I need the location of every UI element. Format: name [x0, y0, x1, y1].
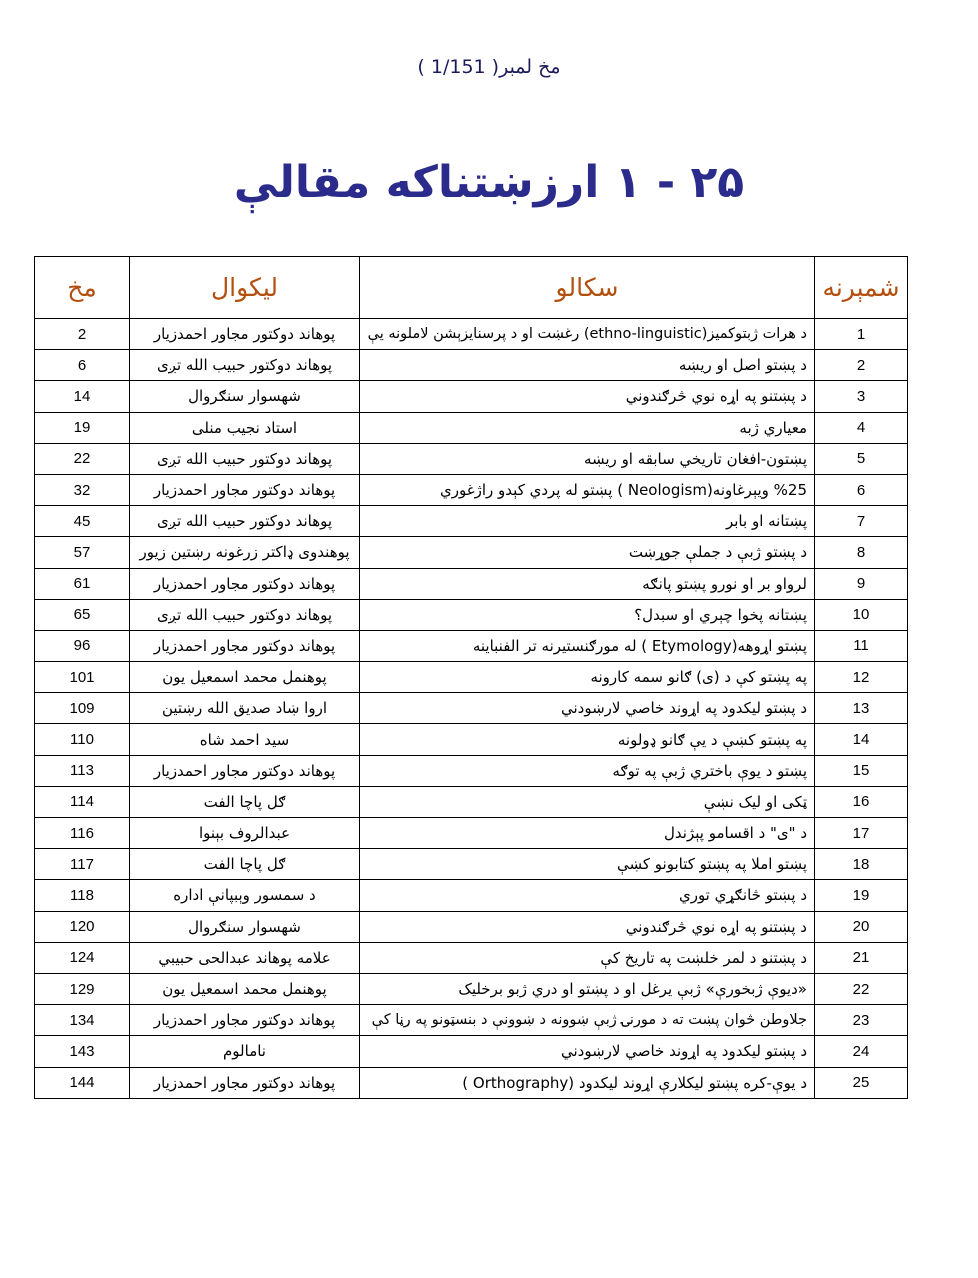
cell-author: پوهاند دوکتور حبیب الله تږی — [130, 443, 360, 474]
cell-page: 6 — [35, 350, 130, 381]
cell-author: پوهاند دوکتور مجاور احمدزیار — [130, 1067, 360, 1098]
cell-page: 22 — [35, 443, 130, 474]
table-row — [35, 849, 908, 880]
cell-page: 2 — [35, 319, 130, 350]
table-row — [35, 693, 908, 724]
cell-subject: د پښتو څانګړي توري — [360, 880, 815, 911]
table-row — [35, 818, 908, 849]
cell-subject: پښتو د یوې باختري ژبې په توګه — [360, 755, 815, 786]
table-row — [35, 599, 908, 630]
cell-number: 15 — [815, 755, 908, 786]
cell-subject: د پښتنو د لمر خلښت په تاریخ کې — [360, 942, 815, 973]
cell-author: علامه پوهاند عبدالحی حبیبي — [130, 942, 360, 973]
cell-page: 118 — [35, 880, 130, 911]
cell-author: ګل پاچا الفت — [130, 786, 360, 817]
cell-number: 12 — [815, 662, 908, 693]
cell-author: شهسوار سنګروال — [130, 381, 360, 412]
cell-number: 6 — [815, 474, 908, 505]
cell-author: پوهاند دوکتور مجاور احمدزیار — [130, 1005, 360, 1036]
cell-author: عبدالروف بېنوا — [130, 818, 360, 849]
cell-page: 144 — [35, 1067, 130, 1098]
cell-subject: د پښتو ژبې د جملې جوړښت — [360, 537, 815, 568]
table-row — [35, 786, 908, 817]
table-header-row — [35, 257, 908, 319]
cell-page: 134 — [35, 1005, 130, 1036]
cell-number: 19 — [815, 880, 908, 911]
cell-number: 11 — [815, 630, 908, 661]
cell-number: 20 — [815, 911, 908, 942]
table-row — [35, 474, 908, 505]
cell-number: 1 — [815, 319, 908, 350]
table-row — [35, 630, 908, 661]
cell-subject: «دیوې ژبخورې» ژبې یرغل او د پښتو او دري ژبو برخلیک — [360, 973, 815, 1004]
table-row — [35, 724, 908, 755]
table-row — [35, 506, 908, 537]
cell-number: 10 — [815, 599, 908, 630]
table-row — [35, 1036, 908, 1067]
articles-index-table — [34, 256, 908, 1099]
cell-subject: د پښتنو په اړه نوي څرګندوني — [360, 911, 815, 942]
column-header-page: مخ — [35, 257, 130, 319]
cell-page: 129 — [35, 973, 130, 1004]
cell-subject: معياري ژبه — [360, 412, 815, 443]
cell-subject: د "ی" د اقسامو پېژندل — [360, 818, 815, 849]
cell-author: پوهاند دوکتور حبیب الله تږی — [130, 599, 360, 630]
cell-author: پوهنمل محمد اسمعیل یون — [130, 662, 360, 693]
cell-page: 14 — [35, 381, 130, 412]
table-row — [35, 880, 908, 911]
cell-number: 22 — [815, 973, 908, 1004]
cell-subject: پښتانه پخوا چېري او سبدل؟ — [360, 599, 815, 630]
table-row — [35, 319, 908, 350]
cell-author: پوهاند دوکتور حبیب الله تږی — [130, 506, 360, 537]
cell-page: 120 — [35, 911, 130, 942]
cell-subject: لرواو بر او نورو پښتو پانګه — [360, 568, 815, 599]
cell-author: پوهاند دوکتور مجاور احمدزیار — [130, 474, 360, 505]
cell-page: 19 — [35, 412, 130, 443]
cell-author: پوهاند دوکتور مجاور احمدزیار — [130, 755, 360, 786]
cell-number: 16 — [815, 786, 908, 817]
cell-page: 61 — [35, 568, 130, 599]
cell-page: 109 — [35, 693, 130, 724]
cell-subject: د پښتو لیکدود په اړوند خاصي لارښودني — [360, 1036, 815, 1067]
cell-number: 3 — [815, 381, 908, 412]
cell-author: پوهاند دوکتور مجاور احمدزیار — [130, 568, 360, 599]
table-row — [35, 568, 908, 599]
table-row — [35, 412, 908, 443]
cell-subject: %25 ویېرغاونه(Neologism ) پښتو له پردي کېدو راژغوري — [360, 474, 815, 505]
cell-author: اروا ښاد صدیق الله رښتین — [130, 693, 360, 724]
cell-number: 24 — [815, 1036, 908, 1067]
cell-subject: پښتانه او بابر — [360, 506, 815, 537]
cell-author: استاد نجیب منلی — [130, 412, 360, 443]
cell-number: 18 — [815, 849, 908, 880]
cell-author: پوهنمل محمد اسمعیل یون — [130, 973, 360, 1004]
table-header — [35, 257, 908, 319]
cell-number: 8 — [815, 537, 908, 568]
table-row — [35, 973, 908, 1004]
cell-author: پوهندوی ډاکتر زرغونه رښتین زیور — [130, 537, 360, 568]
cell-subject: پښتون-افغان تاریخي سابقه او ریښه — [360, 443, 815, 474]
cell-page: 113 — [35, 755, 130, 786]
cell-page: 101 — [35, 662, 130, 693]
cell-page: 124 — [35, 942, 130, 973]
table-body — [35, 319, 908, 1099]
cell-number: 17 — [815, 818, 908, 849]
cell-number: 2 — [815, 350, 908, 381]
table-row — [35, 942, 908, 973]
column-header-subject: سکالو — [360, 257, 815, 319]
cell-page: 143 — [35, 1036, 130, 1067]
cell-subject: د پښتو اصل او ریښه — [360, 350, 815, 381]
table-row — [35, 911, 908, 942]
cell-subject: په پښتو کښې د یې ګانو ډولونه — [360, 724, 815, 755]
cell-number: 5 — [815, 443, 908, 474]
cell-number: 9 — [815, 568, 908, 599]
table-row — [35, 755, 908, 786]
cell-author: شهسوار سنګروال — [130, 911, 360, 942]
cell-author: د سمسور وېبپانې اداره — [130, 880, 360, 911]
cell-number: 21 — [815, 942, 908, 973]
page-number-label: مخ لمبر( 1/151 ) — [417, 56, 561, 78]
articles-table-container — [35, 256, 908, 1099]
table-row — [35, 443, 908, 474]
cell-author: پوهاند دوکتور مجاور احمدزیار — [130, 630, 360, 661]
table-row — [35, 381, 908, 412]
cell-author: سید احمد شاه — [130, 724, 360, 755]
cell-page: 65 — [35, 599, 130, 630]
cell-subject: د یوې-کره پښتو لیکلارې اړوند لیکدود (Orthography ) — [360, 1067, 815, 1098]
cell-page: 116 — [35, 818, 130, 849]
cell-number: 14 — [815, 724, 908, 755]
cell-page: 45 — [35, 506, 130, 537]
cell-subject: د هرات ژبتوکمیز(ethno-linguistic) رغښت او د پرسنایزېشن لاملونه یې — [360, 319, 815, 350]
cell-subject: پښتو اړوهه(Etymology ) له مورګنستیرنه تر الفنباینه — [360, 630, 815, 661]
cell-number: 25 — [815, 1067, 908, 1098]
cell-page: 32 — [35, 474, 130, 505]
cell-subject: ټکی او لیک نښې — [360, 786, 815, 817]
table-row — [35, 1005, 908, 1036]
table-row — [35, 1067, 908, 1098]
cell-subject: په پښتو کې د (ی) ګانو سمه کارونه — [360, 662, 815, 693]
cell-page: 117 — [35, 849, 130, 880]
cell-number: 23 — [815, 1005, 908, 1036]
cell-page: 57 — [35, 537, 130, 568]
table-row — [35, 537, 908, 568]
cell-author: نامالوم — [130, 1036, 360, 1067]
cell-page: 110 — [35, 724, 130, 755]
cell-page: 114 — [35, 786, 130, 817]
column-header-author: ليکوال — [130, 257, 360, 319]
cell-subject: د پښتنو په اړه نوي څرګندوني — [360, 381, 815, 412]
cell-number: 13 — [815, 693, 908, 724]
cell-number: 7 — [815, 506, 908, 537]
cell-subject: د پښتو لیکدود په اړوند خاصي لارښودني — [360, 693, 815, 724]
table-row — [35, 350, 908, 381]
cell-author: پوهاند دوکتور مجاور احمدزیار — [130, 319, 360, 350]
cell-author: پوهاند دوکتور حبیب الله تږی — [130, 350, 360, 381]
column-header-number: شمېرنه — [815, 257, 908, 319]
cell-subject: پښتو املا په پښتو کتابونو کښې — [360, 849, 815, 880]
cell-page: 96 — [35, 630, 130, 661]
table-row — [35, 662, 908, 693]
cell-author: ګل پاچا الفت — [130, 849, 360, 880]
cell-number: 4 — [815, 412, 908, 443]
cell-subject: جلاوطن څوان پښت ته د مورنۍ ژبې ښوونه د ښوونې د بنسټونو په رڼا کې — [360, 1005, 815, 1036]
page-title: ۲۵ - ۱ ارزښتناکه مقالې — [233, 157, 745, 209]
